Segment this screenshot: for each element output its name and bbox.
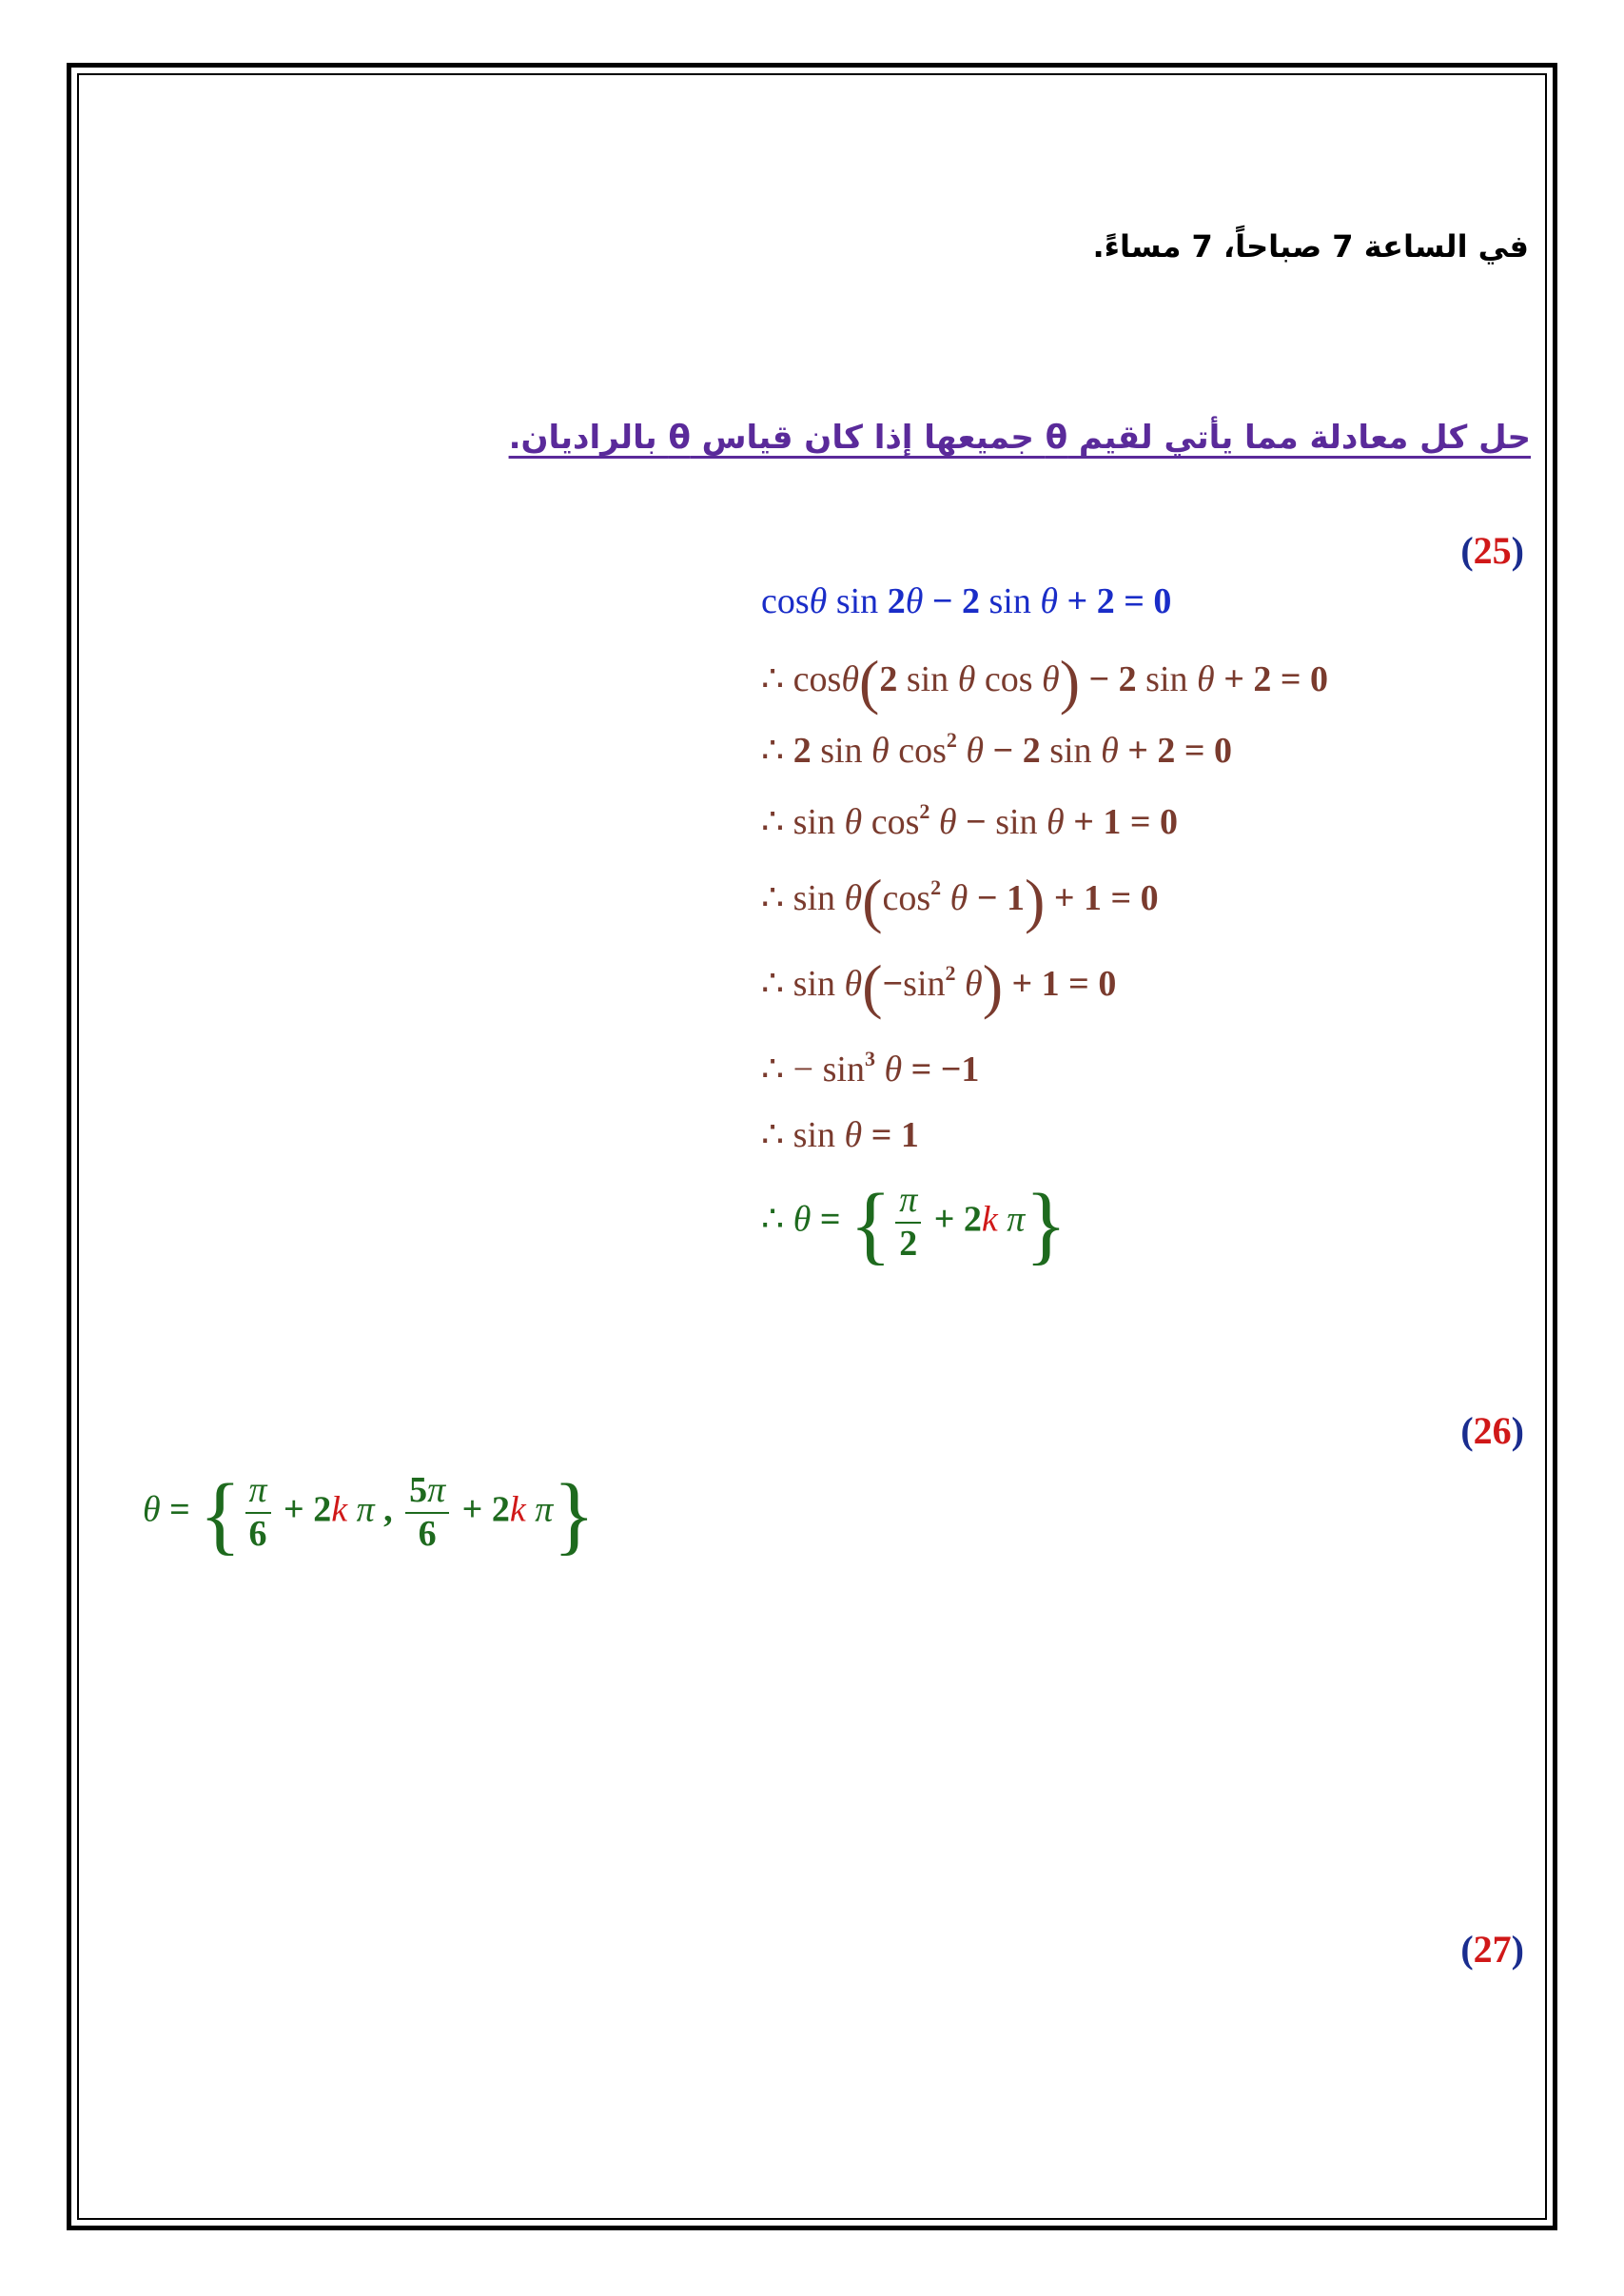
solution-25-line-7: ∴ − $\sin^3 \theta = -1$ — [761, 1047, 980, 1089]
problem-number-26: (26) — [1460, 1409, 1524, 1452]
problem-number-25: (25) — [1460, 529, 1524, 572]
solution-25-line-3: ∴ 2 sin θ $\cos^2 \theta - 2$ sin θ + 2 = 0 — [761, 728, 1233, 771]
solution-26: θ = { $\frac{\pi}{6}$ + 2k π , $\frac{5\pi}{6}$ + 2k π} — [143, 1465, 596, 1563]
solution-25-line-9: ∴ θ = { $\frac{\pi}{2}$ + 2k π} — [761, 1175, 1067, 1273]
solution-25-line-5: ∴ $\sin \theta(\cos^2$ θ − 1) + 1 = 0 — [761, 867, 1159, 934]
instruction-heading: حل كل معادلة مما يأتي لقيم θ جميعها إذا كان قياس θ بالراديان. — [508, 419, 1531, 457]
solution-25-line-6: ∴ $\sin \theta(-\sin^2$ θ) + 1 = 0 — [761, 952, 1117, 1020]
solution-25-line-8: ∴ sin θ = 1 — [761, 1115, 919, 1155]
solution-25-line-2: ∴ cosθ(2 sin θ cos θ) − 2 sin θ + 2 = 0 — [761, 648, 1328, 716]
solution-25-line-1: cosθ sin 2θ − 2 sin θ + 2 = 0 — [761, 581, 1172, 621]
part-b-line: في الساعة 7 صباحاً، 7 مساءً. — [1092, 228, 1529, 265]
solution-25-line-4: ∴ sin θ $\cos^2 \theta - \sin \theta + 1 = 0$ — [761, 799, 1179, 842]
problem-number-27: (27) — [1460, 1928, 1524, 1971]
